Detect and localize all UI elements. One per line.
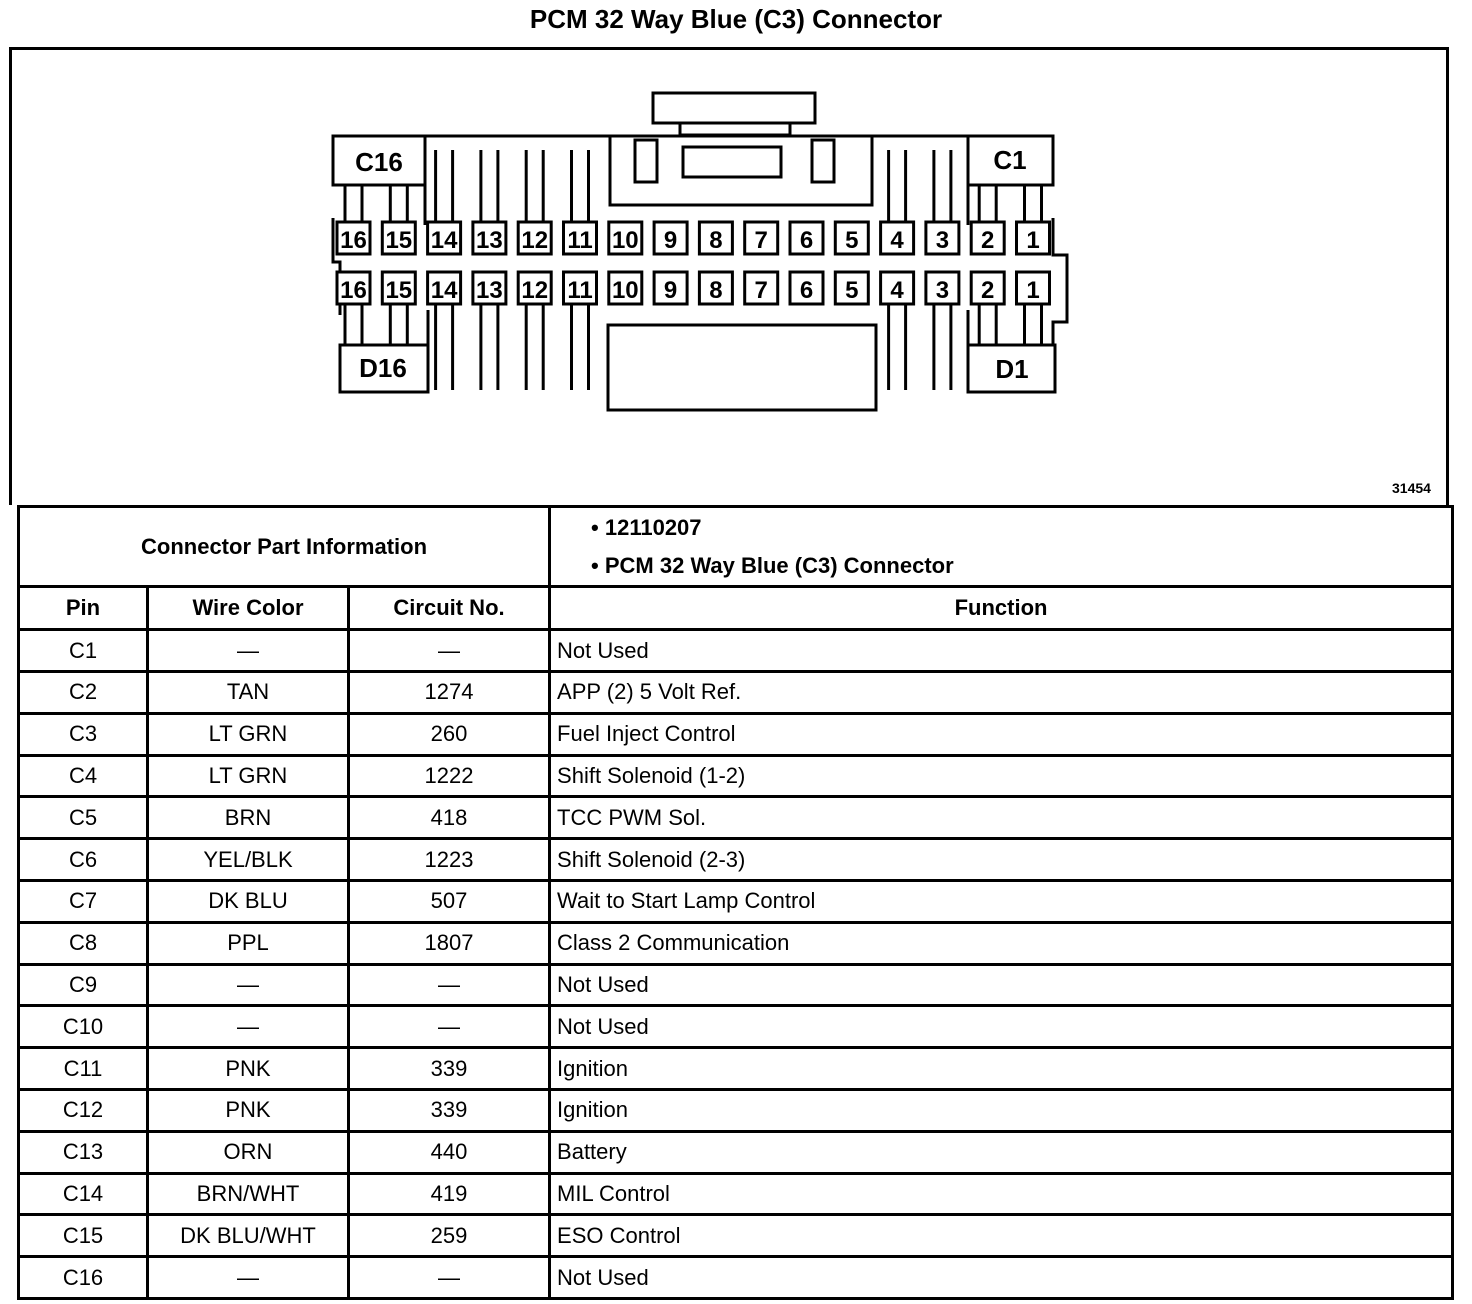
pin-cell: C15 [19,1215,148,1257]
table-row [19,755,1453,797]
connector-body-top [333,136,1053,225]
circuit-cell: 259 [349,1215,550,1257]
circuit-cell: 419 [349,1173,550,1215]
row-d-cavity-label: 14 [430,277,458,304]
table-row [19,713,1453,755]
row-c-cavity-label: 2 [981,227,995,254]
function-cell: Class 2 Communication [550,922,1453,964]
pin-cell: C11 [19,1048,148,1090]
pin-cell: C5 [19,797,148,839]
center-housing-bottom [608,325,876,410]
header-function: Function [550,587,1453,630]
row-c-cavity-label: 10 [611,227,639,254]
table-header-row [19,587,1453,630]
table-row [19,839,1453,881]
label-d1: D1 [995,354,1029,384]
row-d-cavity-label: 5 [845,277,859,304]
wire-color-cell: LT GRN [148,755,349,797]
row-d-cavity-label: 3 [935,277,950,304]
page-title: PCM 32 Way Blue (C3) Connector [529,4,943,34]
part-description: • PCM 32 Way Blue (C3) Connector [591,547,1445,585]
function-cell: Ignition [550,1089,1453,1131]
circuit-cell: — [349,630,550,672]
row-c-cavity-label: 6 [799,227,814,254]
wire-color-cell: DK BLU/WHT [148,1215,349,1257]
pin-cell: C3 [19,713,148,755]
pin-cell: C4 [19,755,148,797]
label-c16: C16 [355,147,403,177]
wire-color-cell: PPL [148,922,349,964]
pinout-table [17,505,1454,1300]
row-c-cavity-label: 12 [521,227,549,254]
circuit-cell: — [349,964,550,1006]
row-d-cavity-label: 13 [476,277,503,304]
function-cell: MIL Control [550,1173,1453,1215]
wire-color-cell: ORN [148,1131,349,1173]
circuit-cell: — [349,1006,550,1048]
function-cell: Fuel Inject Control [550,713,1453,755]
connector-part-info-label: Connector Part Information [19,507,550,587]
table-row [19,1173,1453,1215]
circuit-cell: 1807 [349,922,550,964]
function-cell: APP (2) 5 Volt Ref. [550,671,1453,713]
table-row [19,797,1453,839]
function-cell: Shift Solenoid (1-2) [550,755,1453,797]
pin-cell: C7 [19,880,148,922]
pin-cell: C12 [19,1089,148,1131]
row-d-cavity-label: 9 [663,277,678,304]
table-row [19,880,1453,922]
table-row [19,1257,1453,1299]
function-cell: Ignition [550,1048,1453,1090]
wire-color-cell: YEL/BLK [148,839,349,881]
header-pin: Pin [19,587,148,630]
table-row [19,1006,1453,1048]
function-cell: TCC PWM Sol. [550,797,1453,839]
wire-color-cell: — [148,1257,349,1299]
connector-part-info-row [19,507,1453,587]
row-c-cavity-label: 7 [754,227,768,254]
table-row [19,1131,1453,1173]
row-d-cavity-label: 7 [754,277,768,304]
table-row [19,1215,1453,1257]
row-d-cavity-label: 4 [890,277,904,304]
row-c-cavity-label: 16 [340,227,367,254]
wire-color-cell: PNK [148,1089,349,1131]
circuit-cell: 1274 [349,671,550,713]
header-circuit: Circuit No. [349,587,550,630]
function-cell: Not Used [550,630,1453,672]
pin-cell: C1 [19,630,148,672]
row-c-cavity-label: 14 [430,227,458,254]
header-wire-color: Wire Color [148,587,349,630]
circuit-cell: 507 [349,880,550,922]
function-cell: Not Used [550,1257,1453,1299]
center-key [683,147,781,177]
latch-base [680,123,790,135]
row-d-cavity-label: 6 [799,277,814,304]
circuit-cell: 1223 [349,839,550,881]
table-row [19,1048,1453,1090]
row-c-cavity-label: 13 [476,227,503,254]
row-d-cavity-label: 12 [521,277,549,304]
row-c-cavity-label: 3 [935,227,950,254]
pin-cell: C2 [19,671,148,713]
circuit-cell: 418 [349,797,550,839]
row-c-cavity-label: 4 [890,227,904,254]
row-d-cavity-label: 8 [709,277,723,304]
row-c-cavity-label: 1 [1026,227,1040,254]
figure-number: 31454 [1392,480,1431,496]
circuit-cell: 260 [349,713,550,755]
label-d16: D16 [359,353,407,383]
top-latch [653,93,815,123]
wire-color-cell: DK BLU [148,880,349,922]
function-cell: Wait to Start Lamp Control [550,880,1453,922]
wire-color-cell: — [148,1006,349,1048]
latch-slot-left [635,140,657,182]
table-row [19,922,1453,964]
function-cell: Battery [550,1131,1453,1173]
wire-color-cell: BRN/WHT [148,1173,349,1215]
circuit-cell: — [349,1257,550,1299]
pin-cell: C6 [19,839,148,881]
row-d-cavity-label: 15 [385,277,413,304]
table-row [19,964,1453,1006]
pin-cell: C14 [19,1173,148,1215]
table-row [19,671,1453,713]
row-d-cavity-label: 16 [340,277,367,304]
connector-part-info-list [550,507,1453,587]
function-cell: Not Used [550,1006,1453,1048]
wire-color-cell: — [148,630,349,672]
row-c-cavity-label: 9 [663,227,678,254]
circuit-cell: 339 [349,1048,550,1090]
row-c-cavity-label: 15 [385,227,413,254]
function-cell: ESO Control [550,1215,1453,1257]
latch-slot-right [812,140,834,182]
row-c-cavity-label: 11 [567,227,593,254]
circuit-cell: 339 [349,1089,550,1131]
function-cell: Shift Solenoid (2-3) [550,839,1453,881]
row-c-cavity-label: 8 [709,227,723,254]
wire-color-cell: LT GRN [148,713,349,755]
label-c1: C1 [993,145,1027,175]
wire-color-cell: TAN [148,671,349,713]
pin-cell: C16 [19,1257,148,1299]
pin-cell: C13 [19,1131,148,1173]
row-d-cavity-label: 10 [611,277,639,304]
wire-color-cell: — [148,964,349,1006]
pin-cell: C8 [19,922,148,964]
part-number: • 12110207 [591,509,1445,547]
wire-color-cell: BRN [148,797,349,839]
row-d-cavity-label: 11 [567,277,593,304]
row-d-cavity-label: 2 [981,277,995,304]
row-c-cavity-label: 5 [845,227,859,254]
table-row [19,1089,1453,1131]
pin-cell: C10 [19,1006,148,1048]
circuit-cell: 1222 [349,755,550,797]
table-row [19,630,1453,672]
pin-cell: C9 [19,964,148,1006]
wire-color-cell: PNK [148,1048,349,1090]
row-d-cavity-label: 1 [1026,277,1040,304]
connector-diagram [0,0,1472,510]
function-cell: Not Used [550,964,1453,1006]
circuit-cell: 440 [349,1131,550,1173]
